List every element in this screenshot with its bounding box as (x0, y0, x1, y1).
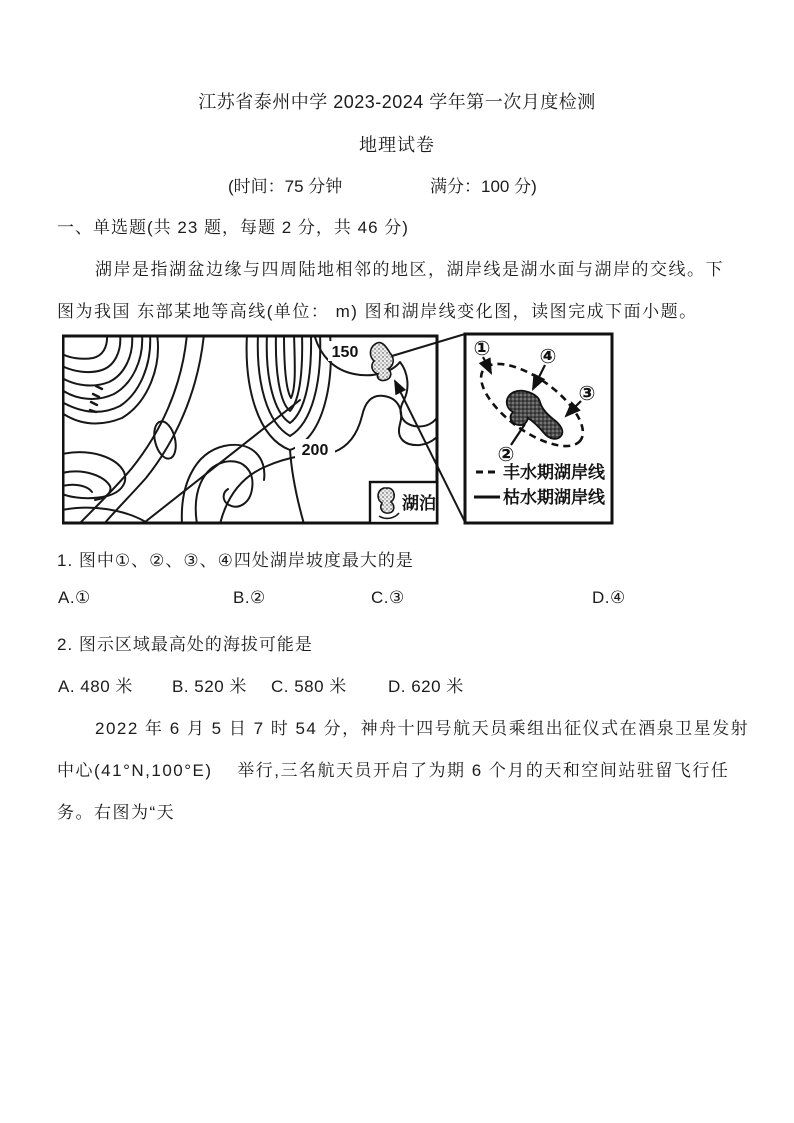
lake-legend-icon (378, 488, 394, 513)
marker-2: ② (497, 444, 515, 466)
contour-label-150: 150 (331, 344, 359, 361)
marker-4: ④ (539, 346, 557, 368)
intro-line-2: 图为我国 东部某地等高线(单位： m) 图和湖岸线变化图，读图完成下面小题。 (57, 302, 698, 321)
question-2-option-c: C. 580 米 (271, 677, 347, 696)
legend-dry-label: 枯水期湖岸线 (503, 488, 605, 507)
intro-line-1: 湖岸是指湖盆边缘与四周陆地相邻的地区，湖岸线是湖水面与湖岸的交线。下 (95, 260, 724, 279)
exam-time-info: (时间：75 分钟 (228, 177, 343, 196)
question-1-option-a: A.① (58, 588, 91, 607)
question-1-option-b: B.② (233, 588, 266, 607)
contour-label-200: 200 (301, 442, 329, 459)
exam-title: 江苏省泰州中学 2023-2024 学年第一次月度检测 (198, 92, 596, 112)
map-legend-box (370, 482, 437, 523)
exam-subject: 地理试卷 (359, 135, 435, 155)
map-legend-label: 湖泊 (402, 494, 436, 513)
passage-line-1: 2022 年 6 月 5 日 7 时 54 分，神舟十四号航天员乘组出征仪式在酒泉卫星发射 (95, 719, 750, 738)
question-2-option-a: A. 480 米 (58, 677, 133, 696)
passage-line-2: 中心(41°N,100°E) 举行,三名航天员开启了为期 6 个月的天和空间站驻留飞行任 (57, 761, 730, 780)
question-2-option-b: B. 520 米 (172, 677, 247, 696)
marker-3: ③ (578, 383, 596, 405)
question-1-option-c: C.③ (371, 588, 405, 607)
exam-score-info: 满分：100 分) (430, 177, 537, 196)
question-1-option-d: D.④ (592, 588, 626, 607)
marker-1: ① (473, 338, 491, 360)
legend-flood-label: 丰水期湖岸线 (503, 463, 605, 482)
question-2-option-d: D. 620 米 (388, 677, 464, 696)
question-2-text: 2. 图示区域最高处的海拔可能是 (57, 635, 313, 654)
section-heading: 一、单选题(共 23 题，每题 2 分，共 46 分) (57, 218, 409, 237)
question-1-text: 1. 图中①、②、③、④四处湖岸坡度最大的是 (57, 551, 414, 570)
figure-contour-map (62, 328, 615, 528)
passage-line-3: 务。右图为“天 (57, 803, 176, 822)
